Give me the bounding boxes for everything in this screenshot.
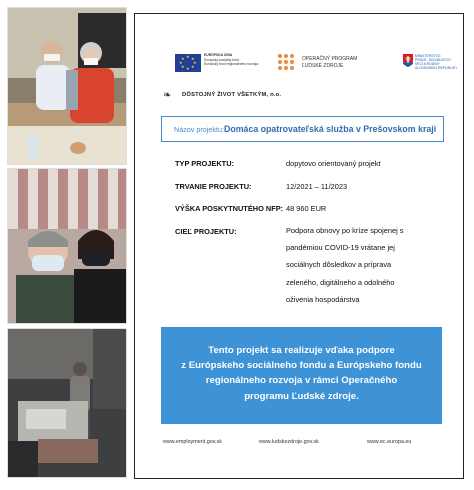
eu-sub1: Európsky sociálny fond xyxy=(204,57,239,62)
op-label xyxy=(302,56,382,70)
eu-label xyxy=(204,53,264,67)
project-name-box xyxy=(161,116,444,142)
eu-title: EURÓPSKA ÚNIA xyxy=(204,53,233,57)
organization-name: DÔSTOJNÝ ŽIVOT VŠETKÝM, n.o. xyxy=(182,92,282,98)
project-amount-label: VÝŠKA POSKYTNUTÉHO NFP: xyxy=(175,204,284,213)
banner-line: regionálneho rozvoja v rámci Operačného xyxy=(205,375,398,387)
project-name: Domáca opatrovateľská služba v Prešovskom kraji xyxy=(224,124,437,134)
project-goal-description xyxy=(286,222,456,308)
ministry-line4: SLOVENSKEJ REPUBLIKY xyxy=(415,66,458,70)
eu-flag-icon: ★ ★ ★ ★ ★ ★ ★ ★ xyxy=(175,54,201,72)
funding-banner xyxy=(161,327,442,424)
eu-sub2: Európsky fond regionálneho rozvoja xyxy=(204,62,259,67)
logo-strip xyxy=(175,52,458,76)
goal-line: sociálnych dôsledkov a príprava xyxy=(286,260,392,270)
banner-line: z Európskeho sociálneho fondu a Európskeho fondu xyxy=(181,360,422,372)
feather-icon: ❧ xyxy=(163,90,172,101)
project-poster xyxy=(134,13,464,479)
project-type-value: dopytovo orientovaný projekt xyxy=(286,159,381,168)
photo-caregiver-with-senior xyxy=(7,7,127,165)
project-duration-value: 12/2021 – 11/2023 xyxy=(286,182,348,191)
goal-line: Podpora obnovy po kríze spojenej s xyxy=(286,226,404,235)
footer-link-europa[interactable]: www.ec.europa.eu xyxy=(367,439,412,445)
project-amount-value: 48 960 EUR xyxy=(286,204,327,213)
banner-line: Tento projekt sa realizuje vďaka podpore xyxy=(208,345,395,356)
photo-caregiver-making-bed xyxy=(7,328,127,478)
goal-line: oživenia hospodárstva xyxy=(286,294,360,304)
goal-line: pandémiou COVID-19 vrátane jej xyxy=(286,243,395,253)
footer-link-ludskezdroje[interactable]: www.ludskezdroje.gov.sk xyxy=(259,439,319,445)
ministry-line2: PRÁCE, SOCIÁLNYCH xyxy=(415,58,451,62)
goal-line: zeleného, digitálneho a odolného xyxy=(286,277,395,287)
funding-banner-text xyxy=(161,343,442,404)
project-duration-label: TRVANIE PROJEKTU: xyxy=(175,182,252,191)
footer-link-employment[interactable]: www.employment.gov.sk xyxy=(163,439,222,445)
ministry-line3: VECÍ A RODINY xyxy=(415,62,440,66)
organization-header xyxy=(163,90,413,102)
ministry-label xyxy=(415,54,465,70)
project-name-label: Názov projektu: xyxy=(174,125,224,134)
op-line2: ĽUDSKÉ ZDROJE xyxy=(302,63,344,69)
project-goal-label: CIEĽ PROJEKTU: xyxy=(175,227,237,236)
op-line1: OPERAČNÝ PROGRAM xyxy=(302,56,358,62)
project-type-label: TYP PROJEKTU: xyxy=(175,159,234,168)
ministry-line1: MINISTERSTVO xyxy=(415,54,441,58)
slovak-coat-of-arms-icon xyxy=(403,54,413,67)
op-ludske-zdroje-logo-icon xyxy=(277,53,297,73)
photo-selfie-with-masks xyxy=(7,168,127,324)
banner-line: programu Ľudské zdroje. xyxy=(244,390,359,402)
